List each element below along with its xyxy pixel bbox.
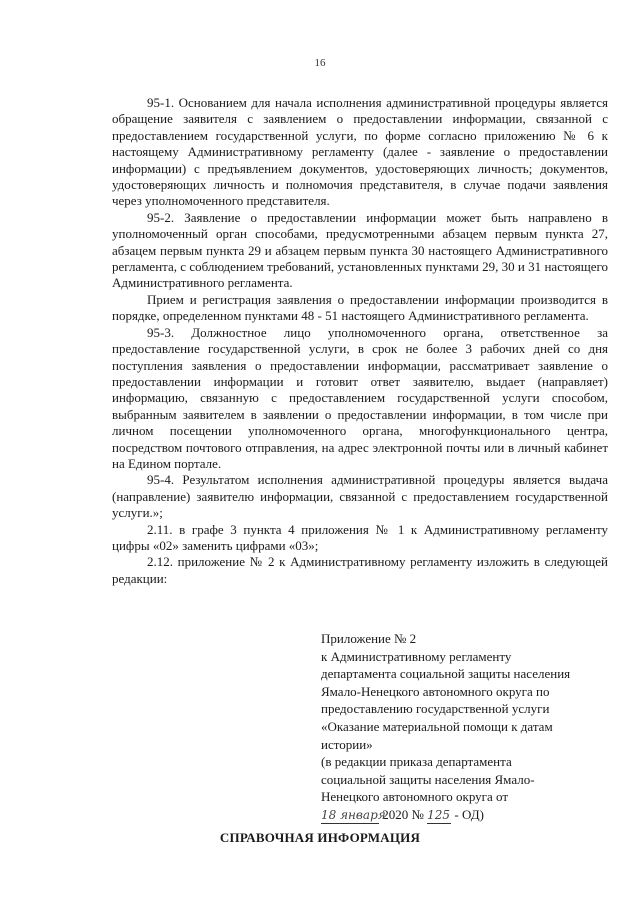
appendix-line: социальной защиты населения Ямало- bbox=[321, 771, 535, 787]
appendix-line: (в редакции приказа департамента bbox=[321, 754, 512, 770]
number-suffix: - ОД) bbox=[451, 806, 484, 822]
paragraph-registration: Прием и регистрация заявления о предоставлении информации производится в порядке, определенном пунктами 48 - 51 настоящего Административного регламента. bbox=[112, 291, 608, 324]
appendix-date-line bbox=[321, 806, 611, 825]
appendix-header bbox=[321, 630, 611, 825]
page-number: 16 bbox=[314, 57, 326, 69]
handwritten-date: 18 января bbox=[321, 807, 379, 825]
paragraph-95-3: 95-3. Должностное лицо уполномоченного органа, ответственное за предоставление государственной услуги, в срок не более 3 рабочих дней со дня поступления заявления о предоставлении информации, рассматривает заявление о предоставлении информации и готовит ответ заявителю, выдает (направляет) информацию, связанную с предоставлением государственной услуги способом, выбранным заявителем в заявлении о предоставлении информации, в том числе при личном посещении уполномоченного органа, многофункционального центра, посредством почтового отправления, на адрес электронной почты или в личный кабинет на Едином портале. bbox=[112, 324, 608, 471]
paragraph-95-4: 95-4. Результатом исполнения административной процедуры является выдача (направление) заявителю информации, связанной с предоставлением государственной услуги.»; bbox=[112, 472, 608, 521]
date-suffix: 2020 № bbox=[379, 806, 428, 822]
body-text bbox=[112, 95, 608, 587]
appendix-line: Ямало-Ненецкого автономного округа по bbox=[321, 683, 550, 699]
appendix-line: департамента социальной защиты населения bbox=[321, 666, 571, 682]
paragraph-2-12: 2.12. приложение № 2 к Административному регламенту изложить в следующей редакции: bbox=[112, 554, 608, 586]
paragraph-95-1: 95-1. Основанием для начала исполнения административной процедуры является обращение заявителя с заявлением о предоставлении информации, связанной с предоставлением государственной услуги, по форме согласно приложению № 6 к настоящему Административному регламенту (далее - заявление о предоставлении информации) с предъявлением документов, удостоверяющих личность; документов, удостоверяющих личность и полномочия представителя, в случае подачи заявления через уполномоченного представителя. bbox=[112, 95, 608, 209]
appendix-line: предоставлению государственной услуги bbox=[321, 701, 550, 717]
section-title: СПРАВОЧНАЯ ИНФОРМАЦИЯ bbox=[219, 830, 421, 845]
appendix-line: к Административному регламенту bbox=[321, 648, 512, 664]
appendix-line: истории» bbox=[321, 736, 373, 752]
appendix-line: Ненецкого автономного округа от bbox=[321, 789, 509, 805]
appendix-line: Приложение № 2 bbox=[321, 631, 417, 646]
appendix-line: «Оказание материальной помощи к датам bbox=[321, 718, 553, 734]
paragraph-2-11: 2.11. в графе 3 пункта 4 приложения № 1 к Административному регламенту цифры «02» заменить цифрами «03»; bbox=[112, 521, 608, 553]
handwritten-number: 125 bbox=[427, 807, 451, 825]
paragraph-95-2: 95-2. Заявление о предоставлении информации может быть направлено в уполномоченный орган способами, предусмотренными абзацем первым пункта 27, абзацем первым пункта 29 и абзацем первым пункта 30 настоящего Административного регламента, с соблюдением требований, установленных пунктами 29, 30 и 31 настоящего Административного регламента. bbox=[112, 209, 608, 291]
